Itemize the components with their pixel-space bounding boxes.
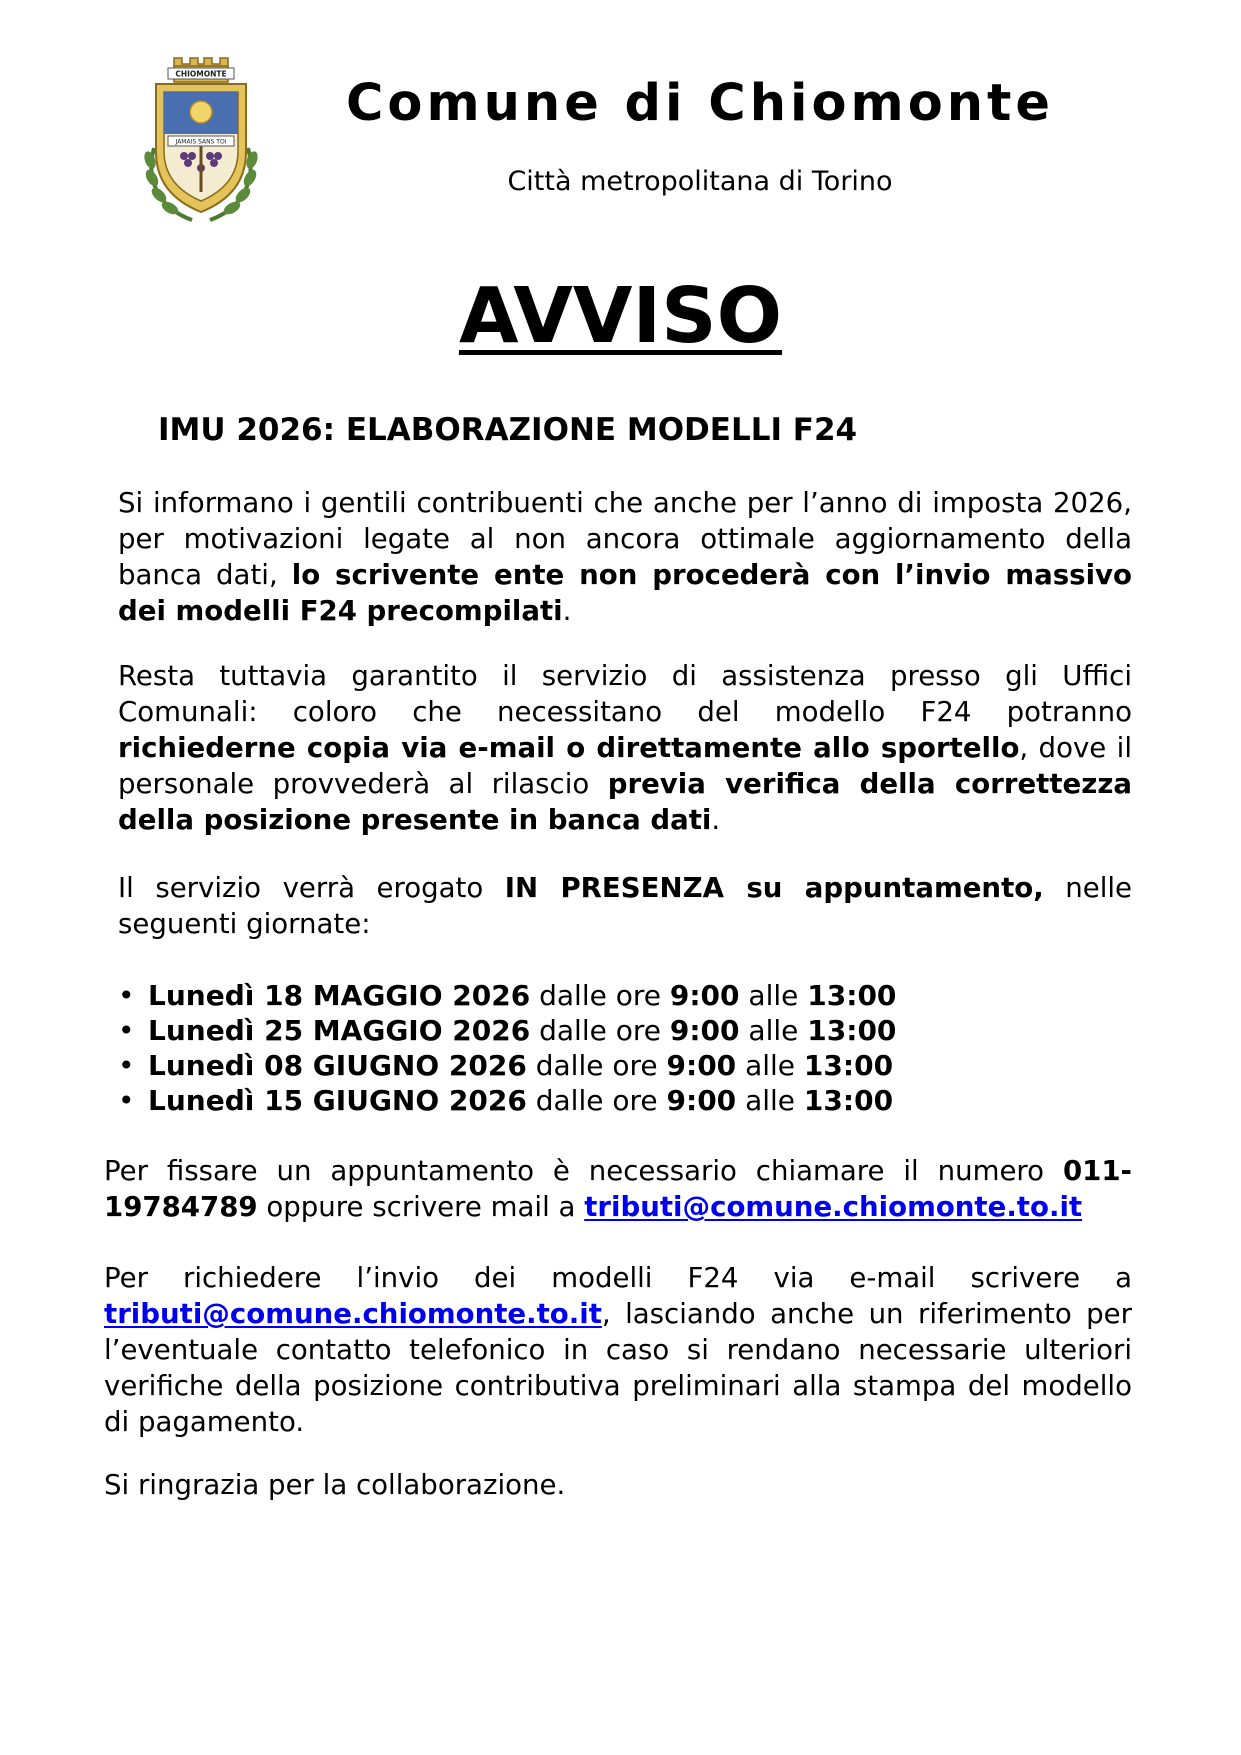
service-text-2: nelle seguenti giornate: [118, 871, 1133, 940]
paragraph-service [118, 870, 1132, 942]
notice-heading: AVVISO [458, 272, 783, 361]
schedule-from: 9:00 [669, 979, 740, 1012]
schedule-to-label: alle [739, 1014, 808, 1047]
email-link-text: tributi@comune.chiomonte.to.it [104, 1297, 602, 1330]
schedule-day: Lunedì 18 MAGGIO 2026 [148, 979, 531, 1012]
schedule-from-label: dalle ore [530, 1014, 670, 1047]
schedule-to: 13:00 [803, 1049, 894, 1082]
email-request-text-1: Per richiedere l’invio dei modelli F24 via e-mail scrivere a [104, 1261, 1132, 1294]
paragraph-email-request [104, 1260, 1132, 1440]
appointment-text-1: Per fissare un appuntamento è necessario chiamare il numero [104, 1154, 1063, 1187]
schedule-item [118, 978, 896, 1013]
assistance-text-1: Resta tuttavia garantito il servizio di assistenza presso gli Uffici Comunali: coloro che necessitano del modello F24 potranno [118, 659, 1132, 728]
schedule-item [118, 1048, 896, 1083]
schedule-to-label: alle [736, 1049, 804, 1082]
schedule-day: Lunedì 25 MAGGIO 2026 [148, 1014, 531, 1047]
assistance-end: . [711, 803, 721, 836]
schedule-from: 9:00 [666, 1049, 737, 1082]
phone-number: 011-19784789 [104, 1154, 1132, 1223]
paragraph-assistance [118, 658, 1132, 838]
paragraph-intro [118, 485, 1132, 629]
closing-thanks: Si ringrazia per la collaborazione. [104, 1468, 566, 1501]
schedule-item [118, 1083, 896, 1118]
schedule-from-label: dalle ore [530, 979, 670, 1012]
service-bold: IN PRESENZA su appuntamento, [504, 871, 1044, 904]
municipality-title: Comune di Chiomonte [345, 74, 1055, 133]
municipality-subtitle: Città metropolitana di Torino [507, 166, 893, 197]
paragraph-appointment [104, 1153, 1132, 1225]
schedule-from: 9:00 [669, 1014, 740, 1047]
intro-text: Si informano i gentili contribuenti che anche per l’anno di imposta 2026, per motivazioni legate al non ancora ottimale aggiornamento della banca dati, [118, 486, 1132, 591]
intro-bold: lo scrivente ente non procederà con l’invio massivo dei modelli F24 precompilati [118, 558, 1132, 627]
schedule-to: 13:00 [807, 979, 897, 1012]
schedule-from-label: dalle ore [526, 1084, 667, 1117]
service-text-1: Il servizio verrà erogato [118, 871, 505, 904]
assistance-bold-1: richiederne copia via e-mail o direttamente allo sportello [118, 731, 1020, 764]
coat-of-arms [140, 52, 262, 224]
email-link[interactable] [104, 1297, 602, 1330]
email-link-text: tributi@comune.chiomonte.to.it [584, 1190, 1083, 1223]
notice-heading-wrapper [0, 272, 1241, 362]
intro-end: . [562, 594, 572, 627]
schedule-from-label: dalle ore [526, 1049, 667, 1082]
schedule-day: Lunedì 15 GIUGNO 2026 [148, 1084, 527, 1117]
schedule-to-label: alle [739, 979, 808, 1012]
crest-icon [140, 52, 262, 224]
schedule-list [118, 978, 896, 1118]
schedule-to-label: alle [736, 1084, 804, 1117]
email-link[interactable] [584, 1190, 1082, 1223]
schedule-to: 13:00 [803, 1084, 894, 1117]
crest-scroll: JAMAIS SANS TOI [175, 138, 227, 146]
appointment-text-2: oppure scrivere mail a [257, 1190, 585, 1223]
schedule-item [118, 1013, 896, 1048]
assistance-text-2: , dove il personale provvederà al rilascio [118, 731, 1132, 800]
notice-subject: IMU 2026: ELABORAZIONE MODELLI F24 [158, 412, 858, 448]
assistance-bold-2: previa verifica della correttezza della posizione presente in banca dati [118, 767, 1133, 836]
schedule-from: 9:00 [666, 1084, 737, 1117]
schedule-to: 13:00 [807, 1014, 897, 1047]
schedule-day: Lunedì 08 GIUGNO 2026 [148, 1049, 527, 1082]
email-request-text-2: , lasciando anche un riferimento per l’eventuale contatto telefonico in caso si rendano necessarie ulteriori verifiche della posizione contributiva preliminari alla stampa del modello di pagamento. [104, 1297, 1132, 1438]
crest-motto: CHIOMONTE [175, 69, 227, 79]
